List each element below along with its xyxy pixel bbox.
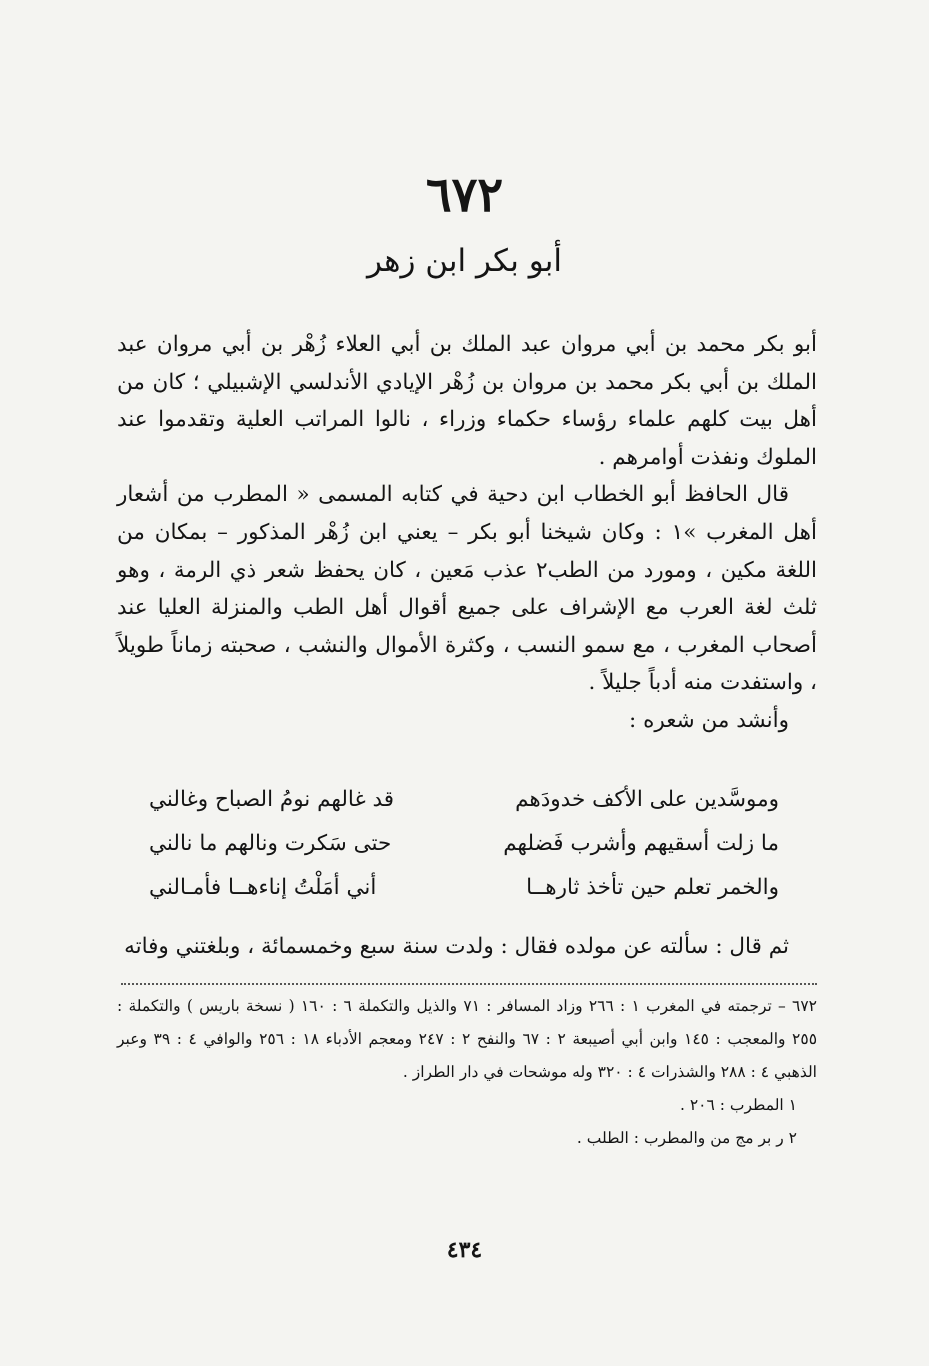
poem-verse <box>149 866 779 910</box>
paragraph-ibn-dihya-quote: قال الحافظ أبو الخطاب ابن دحية في كتابه المسمى « المطرب من أشعار أهل المغرب »١ : وكان شيخنا أبو بكر – يعني ابن زُهْر المذكور – بمكان من اللغة مكين ، ومورد من الطب٢ عذب مَعين ، كان يحفظ شعر ذي الرمة ، وهو ثلث لغة العرب مع الإشراف على جميع أقوال أهل الطب والمنزلة العليا عند أصحاب المغرب ، مع سمو النسب ، وكثرة الأموال والنشب ، صحبته زماناً طويلاً ، واستفدت منه أدباً جليلاً . <box>117 482 818 696</box>
entry-number: ٦٧٢ <box>425 167 504 223</box>
paragraph-birth-date: ثم قال : سألته عن مولده فقال : ولدت سنة سبع وخمسمائة ، وبلغتني وفاته <box>124 934 789 959</box>
footnote-sources: ٦٧٢ – ترجمته في المغرب ١ : ٢٦٦ وزاد المسافر : ٧١ والذيل والتكملة ٦ : ١٦٠ ( نسخة باريس ) والتكملة : ٢٥٥ والمعجب : ١٤٥ وابن أبي أصيبعة ٢ : ٦٧ والنفح ٢ : ٢٤٧ ومعجم الأدباء ١٨ : ٢٥٦ والوافي ٤ : ٣٩ وعبر الذهبي ٤ : ٢٨٨ والشذرات ٤ : ٣٢٠ وله موشحات في دار الطراز . <box>117 997 818 1081</box>
footnote-2: ٢ ر بر مج من والمطرب : الطلب . <box>576 1129 797 1147</box>
verse-first-hemistich: والخمر تعلم حين تأخذ ثارهــا <box>526 875 779 900</box>
footnote-divider <box>121 983 817 985</box>
main-text <box>117 326 817 740</box>
verse-second-hemistich: قد غالهم نومُ الصباح وغالني <box>149 787 395 812</box>
verse-first-hemistich: ما زلت أسقيهم وأشرب فَضلهم <box>503 831 779 856</box>
paragraph-lineage: أبو بكر محمد بن أبي مروان عبد الملك بن أبي العلاء زُهْر بن أبي مروان عبد الملك بن أبي بكر محمد بن مروان بن زُهْر الإيادي الأندلسي الإشبيلي ؛ كان من أهل بيت كلهم علماء رؤساء حكماء وزراء ، نالوا المراتب العلية وتقدموا عند الملوك ونفذت أوامرهم . <box>117 332 817 470</box>
poem-verse <box>149 822 779 866</box>
poem <box>149 778 779 910</box>
verse-second-hemistich: حتى سَكرت ونالهم ما نالني <box>149 831 392 856</box>
verse-second-hemistich: أني أمَلْتُ إناءهــا فأمـالني <box>149 875 377 900</box>
verse-first-hemistich: وموسَّدين على الأكف خدودَهم <box>515 787 779 812</box>
page-number: ٤٣٤ <box>446 1237 483 1263</box>
footnotes <box>117 990 817 1155</box>
footnote-1: ١ المطرب : ٢٠٦ . <box>679 1096 797 1114</box>
poem-intro: وأنشد من شعره : <box>629 707 789 733</box>
poem-verse <box>149 778 779 822</box>
entry-title: أبو بكر ابن زهر <box>367 243 562 279</box>
